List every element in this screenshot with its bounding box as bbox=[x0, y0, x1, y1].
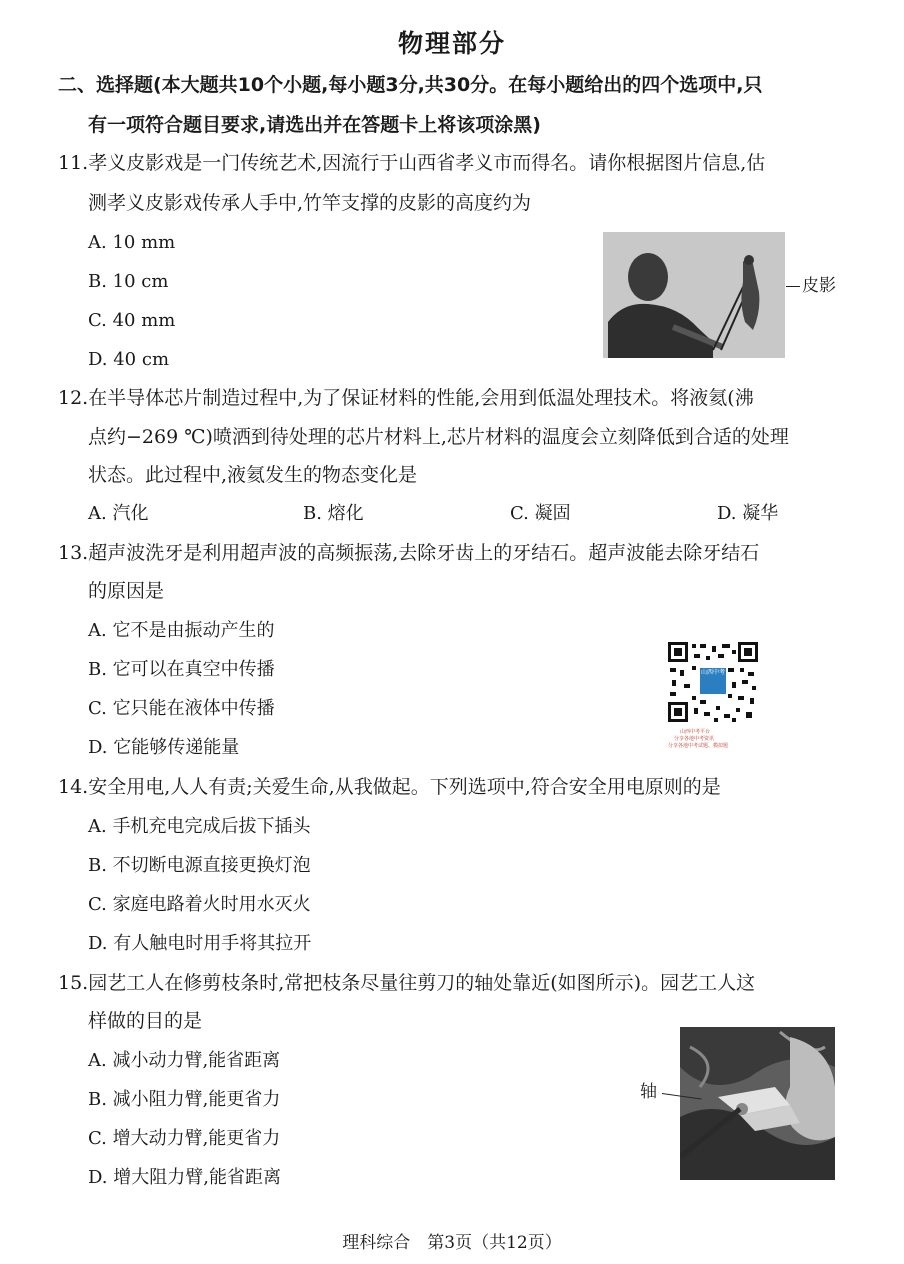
question-11-option-d: D. 40 cm bbox=[88, 349, 170, 370]
question-11-stem-line2: 测孝义皮影戏传承人手中,竹竿支撑的皮影的高度约为 bbox=[88, 192, 532, 214]
question-13-option-c: C. 它只能在液体中传播 bbox=[88, 698, 275, 719]
puppet-label: 皮影 bbox=[802, 276, 836, 296]
question-13-stem-line1: 13.超声波洗牙是利用超声波的高频振荡,去除牙齿上的牙结石。超声波能去除牙结石 bbox=[58, 542, 760, 564]
pruning-shears-photo bbox=[680, 1027, 835, 1180]
question-11-option-a: A. 10 mm bbox=[88, 232, 176, 253]
page-footer: 理科综合 第3页（共12页） bbox=[342, 1233, 562, 1253]
question-12-stem-line3: 状态。此过程中,液氦发生的物态变化是 bbox=[88, 464, 418, 486]
question-14-stem-line1: 14.安全用电,人人有责;关爱生命,从我做起。下列选项中,符合安全用电原则的是 bbox=[58, 776, 721, 798]
question-11-option-c: C. 40 mm bbox=[88, 310, 176, 331]
question-14-option-c: C. 家庭电路着火时用水灭火 bbox=[88, 894, 311, 915]
question-12-option-a: A. 汽化 bbox=[88, 503, 149, 524]
qr-caption-line1: 山西中考平台 bbox=[680, 729, 711, 735]
question-14-option-d: D. 有人触电时用手将其拉开 bbox=[88, 933, 312, 954]
qr-badge: 山西中考 bbox=[700, 669, 725, 676]
puppet-leader-line bbox=[786, 286, 800, 287]
question-13-option-b: B. 它可以在真空中传播 bbox=[88, 659, 275, 680]
qr-code-icon[interactable] bbox=[666, 640, 760, 724]
question-13-option-d: D. 它能够传递能量 bbox=[88, 737, 240, 758]
question-12-option-d: D. 凝华 bbox=[717, 503, 779, 524]
shadow-puppet-photo bbox=[603, 232, 785, 358]
question-14-option-b: B. 不切断电源直接更换灯泡 bbox=[88, 855, 311, 876]
question-12-option-b: B. 熔化 bbox=[303, 503, 364, 524]
question-11-stem-line1: 11.孝义皮影戏是一门传统艺术,因流行于山西省孝义市而得名。请你根据图片信息,估 bbox=[58, 152, 766, 174]
question-13-option-a: A. 它不是由振动产生的 bbox=[88, 620, 275, 641]
question-12-option-c: C. 凝固 bbox=[510, 503, 571, 524]
question-15-stem-line1: 15.园艺工人在修剪枝条时,常把枝条尽量往剪刀的轴处靠近(如图所示)。园艺工人这 bbox=[58, 972, 756, 994]
page-title: 物理部分 bbox=[397, 29, 506, 58]
question-15-option-b: B. 减小阻力臂,能更省力 bbox=[88, 1089, 281, 1110]
qr-caption-line3: 分享各地中考试题、模拟题 bbox=[668, 743, 729, 749]
question-15-option-c: C. 增大动力臂,能更省力 bbox=[88, 1128, 281, 1149]
question-12-stem-line1: 12.在半导体芯片制造过程中,为了保证材料的性能,会用到低温处理技术。将液氦(沸 bbox=[58, 387, 754, 409]
question-15-stem-line2: 样做的目的是 bbox=[88, 1010, 203, 1032]
section-instructions-line2: 有一项符合题目要求,请选出并在答题卡上将该项涂黑) bbox=[88, 114, 541, 136]
question-13-stem-line2: 的原因是 bbox=[88, 580, 165, 602]
shears-pivot-label: 轴 bbox=[640, 1082, 657, 1102]
qr-caption-line2: 分享各地中考资讯 bbox=[674, 736, 715, 742]
section-instructions-line1: 二、选择题(本大题共10个小题,每小题3分,共30分。在每小题给出的四个选项中,只 bbox=[58, 74, 763, 96]
question-14-option-a: A. 手机充电完成后拔下插头 bbox=[88, 816, 311, 837]
question-11-option-b: B. 10 cm bbox=[88, 271, 169, 292]
question-15-option-a: A. 减小动力臂,能省距离 bbox=[88, 1050, 281, 1071]
question-15-option-d: D. 增大阻力臂,能省距离 bbox=[88, 1167, 281, 1188]
question-12-stem-line2: 点约−269 ℃)喷洒到待处理的芯片材料上,芯片材料的温度会立刻降低到合适的处理 bbox=[88, 426, 789, 448]
